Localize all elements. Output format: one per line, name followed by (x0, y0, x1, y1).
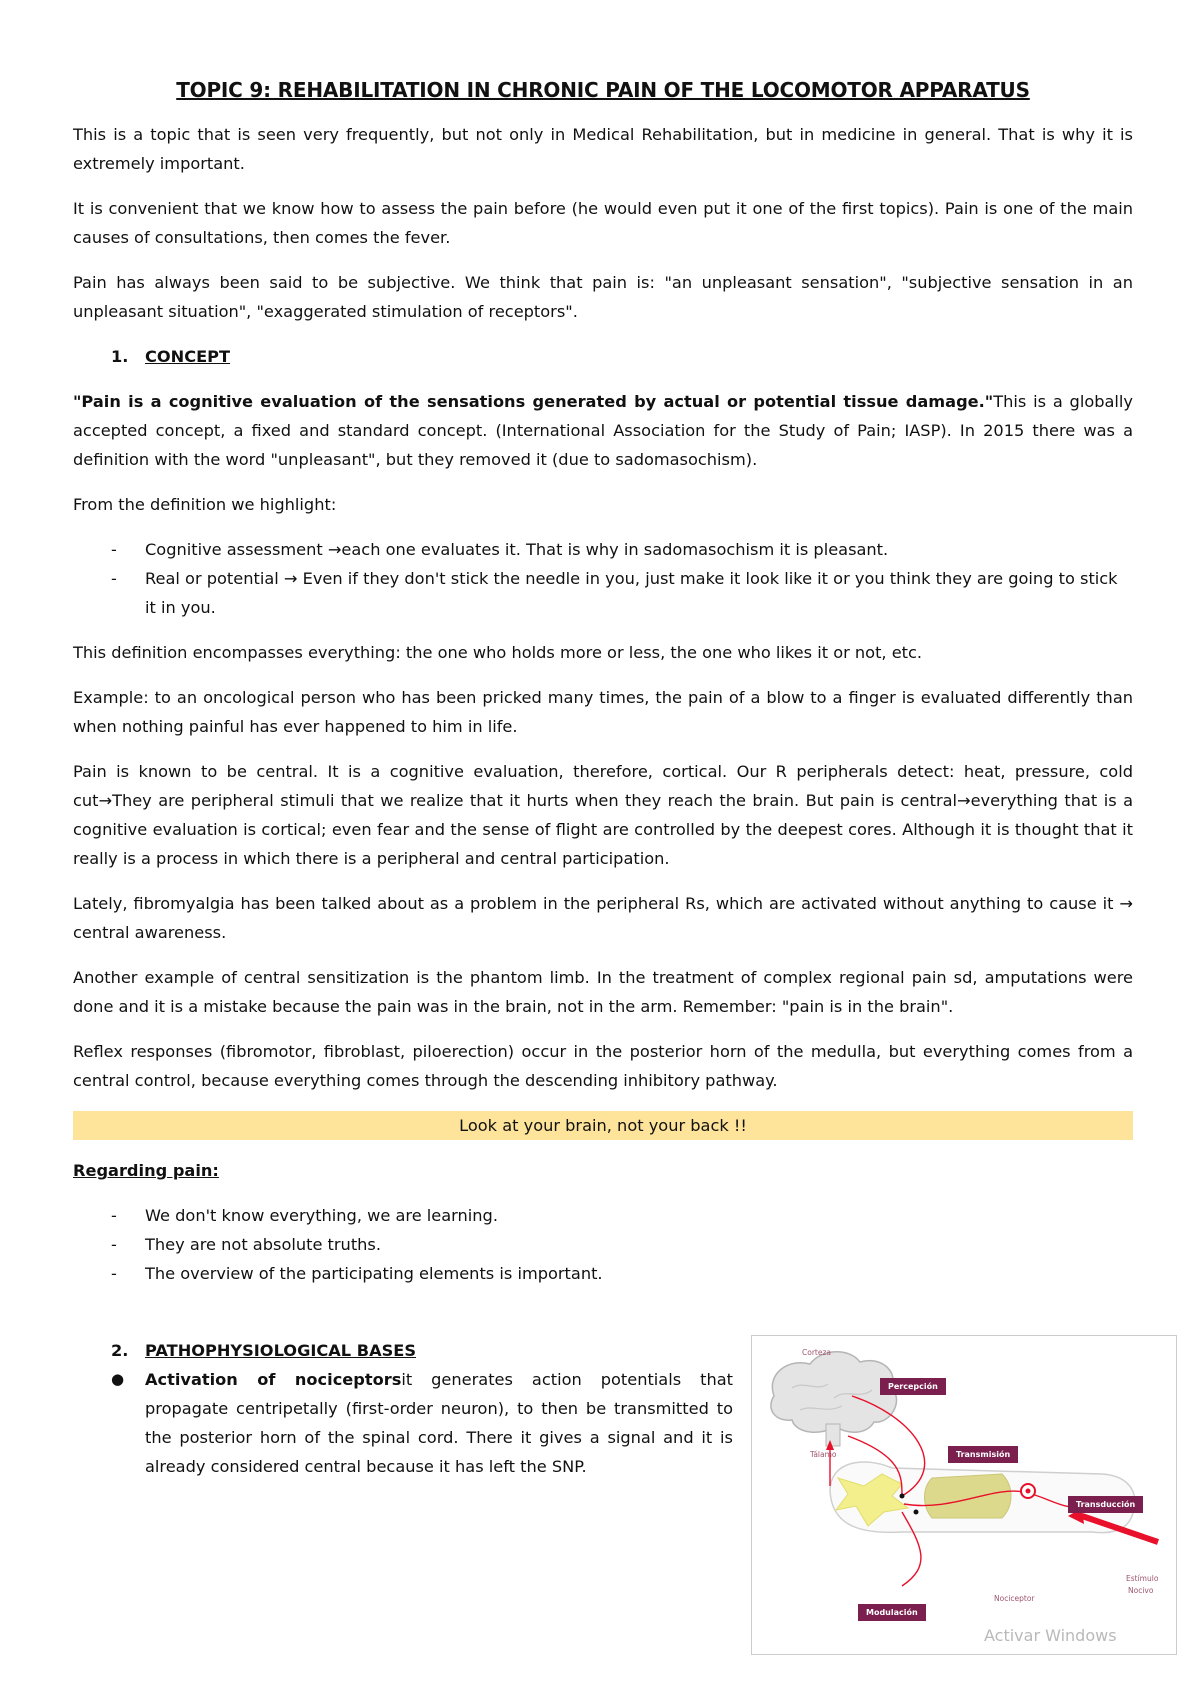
regarding-heading: Regarding pain: (73, 1161, 219, 1180)
list-item: - They are not absolute truths. (111, 1235, 381, 1254)
intro-paragraph-1: This is a topic that is seen very frequently, but not only in Medical Rehabilitation, but in medicine in general. That is why it is extremely important. (73, 125, 1133, 173)
activation-watermark: Activar Windows (984, 1626, 1117, 1645)
body-paragraph-6: Reflex responses (fibromotor, fibroblast, piloerection) occur in the posterior horn of the medulla, but everything comes from a central control, because everything comes through the descending inhibitory pathway. (73, 1042, 1133, 1090)
label-percepcion: Percepción (880, 1378, 946, 1395)
highlight-banner: Look at your brain, not your back !! (73, 1111, 1133, 1140)
bullet-nociceptors: ● Activation of nociceptorsit generates action potentials that propagate centripetally (first-order neuron), to then be transmitted to the posterior horn of the spinal cord. There it gives a signal and it is already considered central because it has left the SNP. (73, 1365, 733, 1481)
list-item: - Real or potential → Even if they don't stick the needle in you, just make it look like it or you think they are going to stick it in you. (111, 569, 1118, 617)
list-item: - The overview of the participating elements is important. (111, 1264, 603, 1283)
section-heading-concept: 1. CONCEPT (111, 347, 231, 366)
body-paragraph-1: This definition encompasses everything: the one who holds more or less, the one who likes it or not, etc. (73, 643, 923, 662)
highlight-intro: From the definition we highlight: (73, 495, 337, 514)
highlight-list (73, 535, 1133, 622)
bullet-icon: ● (111, 1370, 125, 1388)
intro-paragraph-3: Pain has always been said to be subjective. We think that pain is: "an unpleasant sensation", "subjective sensation in an unpleasant situation", "exaggerated stimulation of receptors". (73, 273, 1133, 321)
label-modulacion: Modulación (858, 1604, 926, 1621)
page-title: TOPIC 9: REHABILITATION IN CHRONIC PAIN OF THE LOCOMOTOR APPARATUS (176, 78, 1030, 102)
regarding-list (73, 1201, 1133, 1288)
concept-paragraph (73, 387, 1133, 474)
concept-explanation: This is a globally accepted concept, a fixed and standard concept. (International Association for the Study of Pain; IASP). In 2015 there was a definition with the word "unpleasant", but they removed it (due to sadomasochism). (73, 392, 1134, 469)
label-nociceptor: Nociceptor (994, 1594, 1035, 1603)
intro-paragraph-2: It is convenient that we know how to assess the pain before (he would even put it one of the first topics). Pain is one of the main causes of consultations, then comes the fever. (73, 199, 1133, 247)
pain-pathway-illustration (752, 1336, 1176, 1654)
label-talamo: Tálamo (810, 1450, 837, 1459)
body-paragraph-3: Pain is known to be central. It is a cognitive evaluation, therefore, cortical. Our R peripherals detect: heat, pressure, cold cut→They are peripheral stimuli that we realize that it hurts when they reach the brain. But pain is central→everything that is a cognitive evaluation is cortical; even fear and the sense of flight are controlled by the deepest cores. Although it is thought that it really is a process in which there is a peripheral and central participation. (73, 762, 1133, 868)
list-item: - We don't know everything, we are learning. (111, 1206, 498, 1225)
section-heading-pathophysiology: 2. PATHOPHYSIOLOGICAL BASES (111, 1341, 416, 1360)
body-paragraph-2: Example: to an oncological person who has been pricked many times, the pain of a blow to a finger is evaluated differently than when nothing painful has ever happened to him in life. (73, 688, 1133, 736)
concept-definition: "Pain is a cognitive evaluation of the sensations generated by actual or potential tissue damage." (73, 392, 994, 411)
label-estimulo: Estímulo (1126, 1574, 1159, 1583)
pain-pathway-diagram (751, 1335, 1177, 1655)
list-item: - Cognitive assessment →each one evaluates it. That is why in sadomasochism it is pleasant. (111, 540, 889, 559)
document-page (73, 78, 1133, 1481)
label-transduccion: Transducción (1068, 1496, 1143, 1513)
label-nocivo: Nocivo (1128, 1586, 1154, 1595)
body-paragraph-5: Another example of central sensitization is the phantom limb. In the treatment of complex regional pain sd, amputations were done and it is a mistake because the pain was in the brain, not in the arm. Remember: "pain is in the brain". (73, 968, 1133, 1016)
label-transmision: Transmisión (948, 1446, 1018, 1463)
body-paragraph-4: Lately, fibromyalgia has been talked about as a problem in the peripheral Rs, which are activated without anything to cause it → central awareness. (73, 894, 1133, 942)
label-corteza: Corteza (802, 1348, 831, 1357)
